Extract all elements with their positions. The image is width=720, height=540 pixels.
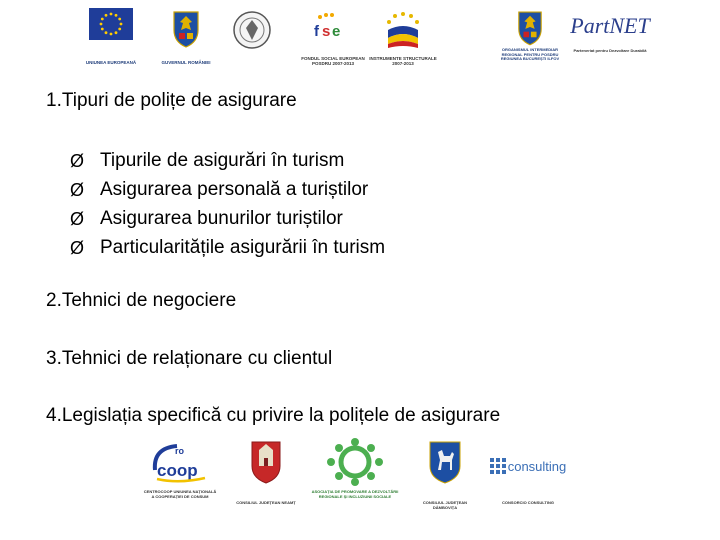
regional-association-caption: ASOCIAȚIA DE PROMOVARE A DEZVOLTĂRII REGIONALE ȘI INCLUZIUNII SOCIALE [311,489,399,499]
insurance-topics-list [70,146,385,262]
partnet-wordmark: PartNET [570,13,650,38]
svg-text:e: e [332,23,341,40]
government-logo [156,8,216,65]
section-1-heading: 1.Tipuri de polițe de asigurare [46,90,297,111]
consulting-logo [484,458,572,505]
footer-logo-strip [142,436,572,516]
dambovita-caption: CONSILIUL JUDEȚEAN DÂMBOVIȚA [422,500,468,510]
list-item [70,146,385,175]
regional-association-logo [310,436,400,499]
ministry-logo [230,10,274,50]
structural-caption: INSTRUMENTE STRUCTURALE 2007-2013 [369,56,437,66]
neamt-logo [236,440,296,505]
intermediate-caption: ORGANISMUL INTERMEDIAR REGIONAL PENTRU POSDRU REGIUNEA BUCUREȘTI ILFOV [500,47,560,61]
consulting-wordmark [490,458,567,474]
eu-flag-icon [89,8,133,40]
centrocoop-icon [149,440,211,484]
bullet-arrow-icon: Ø [70,150,85,171]
list-item [70,233,385,262]
eu-caption: UNIUNEA EUROPEANĂ [85,60,137,65]
fse-caption: FONDUL SOCIAL EUROPEAN POSDRU 2007-2013 [301,56,365,66]
section-4-heading: 4.Legislația specifică cu privire la polițele de asigurare [46,405,501,426]
intermediate-body-logo [498,8,562,62]
dambovita-crest-icon [428,440,462,484]
bullet-text: Tipurile de asigurări în turism [100,149,345,171]
eu-flag-logo [78,8,144,65]
ministry-seal-icon [232,10,272,50]
header-logo-strip [78,8,652,78]
bullet-arrow-icon: Ø [70,237,85,258]
centrocoop-caption: CENTROCOOP UNIUNEA NAȚIONALĂ A COOPERAȚIEI DE CONSUM [143,489,217,499]
centrocoop-logo [142,440,218,499]
bullet-text: Asigurarea bunurilor turiștilor [100,207,343,229]
intermediate-crest-icon [516,8,544,46]
consulting-text: consulting [507,458,567,474]
people-circle-icon [323,436,387,486]
consulting-subcaption: CONSORCIO CONSULTING [502,500,554,505]
svg-text:s: s [322,23,331,40]
bullet-arrow-icon: Ø [70,179,85,200]
list-item [70,175,385,204]
bullet-text: Particularitățile asigurării în turism [100,236,386,258]
bullet-arrow-icon: Ø [70,208,85,229]
structural-instruments-logo [368,10,438,66]
fse-logo [298,12,368,66]
structural-instruments-icon [382,10,424,52]
svg-text:coop: coop [157,461,198,480]
romanian-crest-icon [171,8,201,48]
section-3-heading: 3.Tehnici de relaționare cu clientul [46,348,333,369]
neamt-crest-icon [250,440,282,484]
bullet-text: Asigurarea personală a turiștilor [100,178,369,200]
fse-icon [310,12,356,46]
government-caption: GUVERNUL ROMÂNIEI [161,60,211,65]
svg-text:f: f [314,23,319,40]
dambovita-logo [412,440,478,510]
partnet-subcaption: Parteneriat pentru Dezvoltare Durabilă [573,48,647,53]
svg-text:ro: ro [175,446,184,456]
partnet-logo [568,14,652,53]
list-item [70,204,385,233]
section-2-heading: 2.Tehnici de negociere [46,290,237,311]
neamt-caption: CONSILIUL JUDEȚEAN NEAMȚ [236,500,296,505]
consulting-grid-icon [490,458,506,474]
